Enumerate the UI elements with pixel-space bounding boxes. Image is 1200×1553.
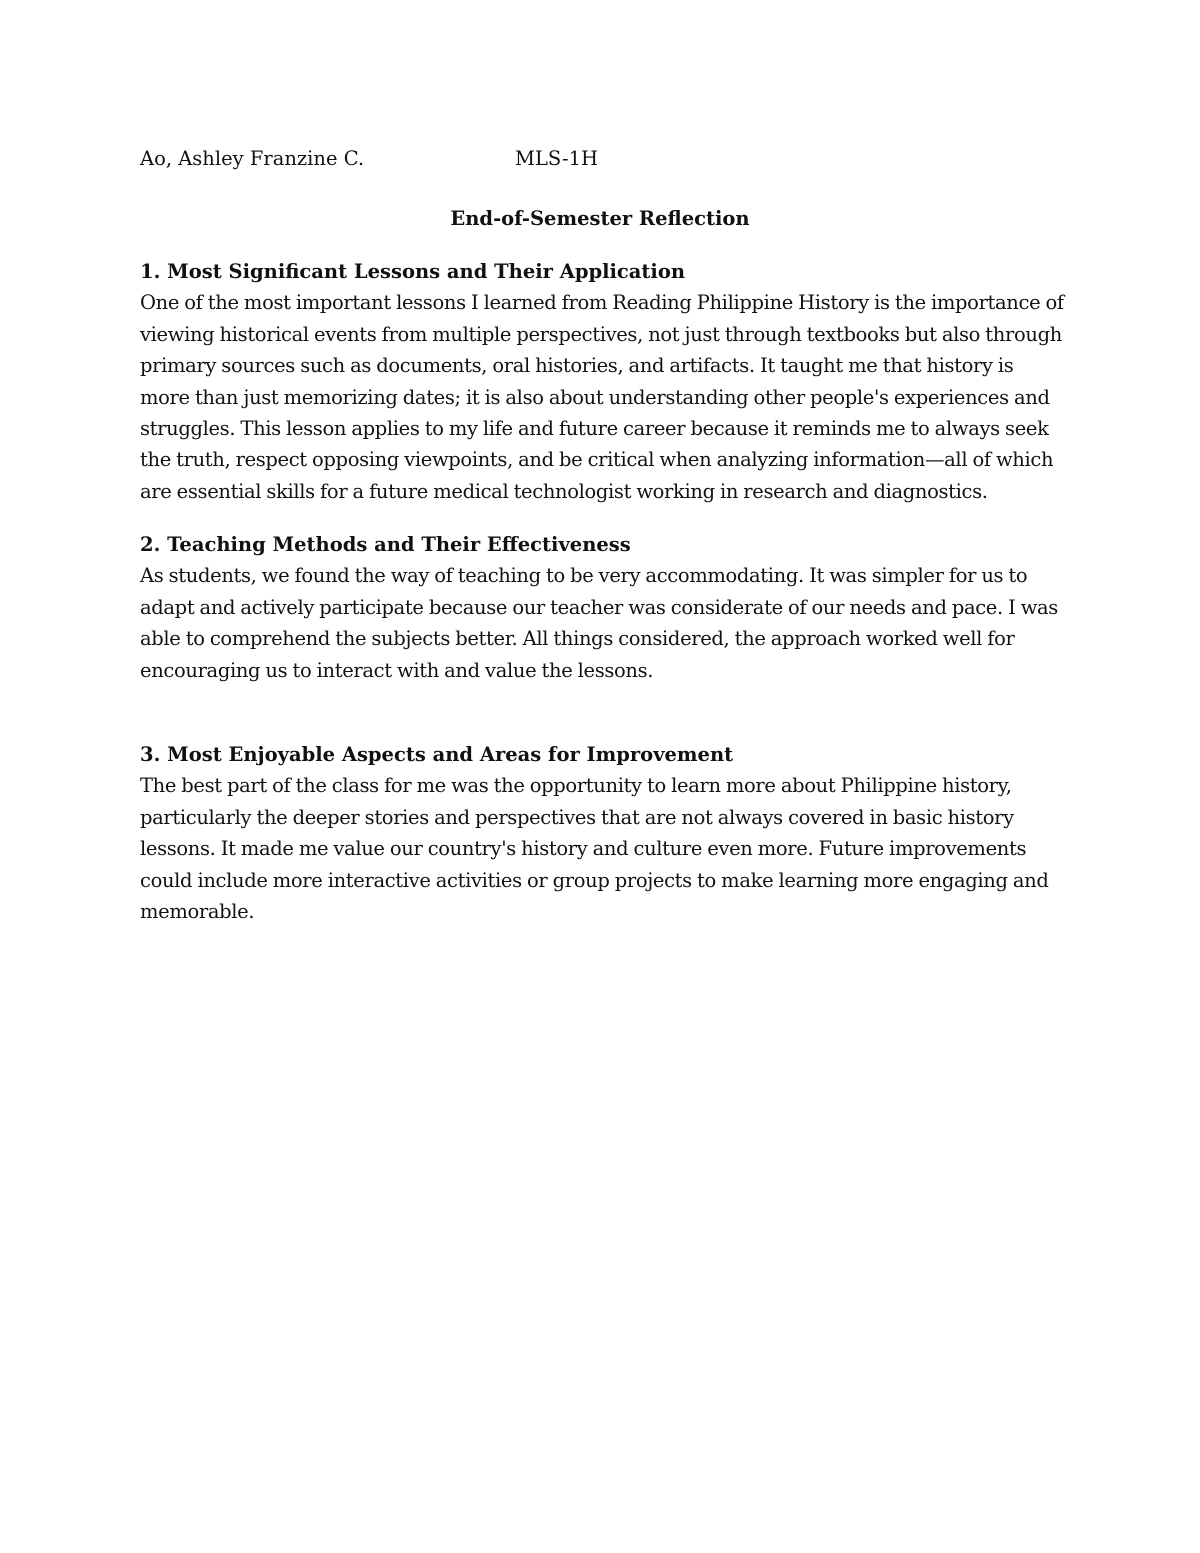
class-section: MLS-1H xyxy=(515,147,598,170)
section-heading: 2. Teaching Methods and Their Effectiveness xyxy=(140,533,631,556)
section-teaching-methods xyxy=(140,529,1065,686)
document-title: End-of-Semester Reflection xyxy=(450,207,750,230)
section-lessons xyxy=(140,256,1065,507)
student-header xyxy=(140,144,1060,174)
section-enjoyable-aspects xyxy=(140,739,1065,927)
section-body: The best part of the class for me was the opportunity to learn more about Philippine history, particularly the deeper stories and perspectives that are not always covered in basic history lessons. It made me value our country's history and culture even more. Future improvements could include more interactive activities or group projects to make learning more engaging and memorable. xyxy=(140,774,1049,924)
section-heading: 3. Most Enjoyable Aspects and Areas for Improvement xyxy=(140,743,734,766)
section-heading: 1. Most Significant Lessons and Their Application xyxy=(140,260,686,283)
section-body: As students, we found the way of teaching to be very accommodating. It was simpler for us to adapt and actively participate because our teacher was considerate of our needs and pace. I was able to comprehend the subjects better. All things considered, the approach worked well for encouraging us to interact with and value the lessons. xyxy=(140,564,1058,682)
student-name: Ao, Ashley Franzine C. xyxy=(140,147,365,170)
section-body: One of the most important lessons I learned from Reading Philippine History is the importance of viewing historical events from multiple perspectives, not just through textbooks but also through primary sources such as documents, oral histories, and artifacts. It taught me that history is more than just memorizing dates; it is also about understanding other people's experiences and struggles. This lesson applies to my life and future career because it reminds me to always seek the truth, respect opposing viewpoints, and be critical when analyzing information—all of which are essential skills for a future medical technologist working in research and diagnostics. xyxy=(140,291,1064,503)
